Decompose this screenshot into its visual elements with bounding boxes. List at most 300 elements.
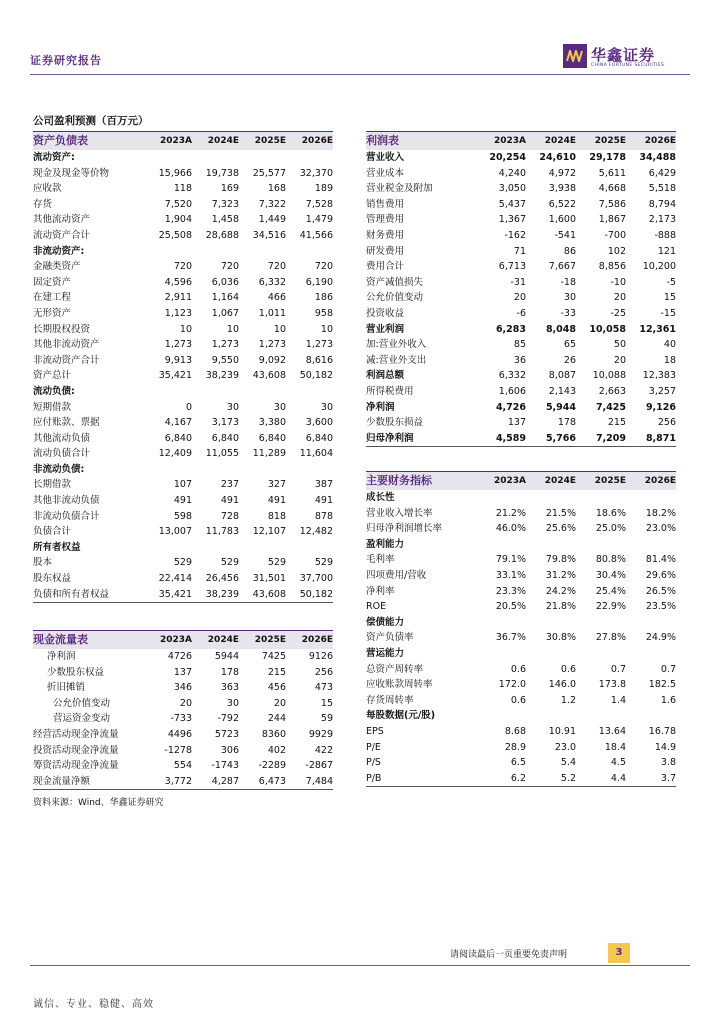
row-value: -18 (560, 276, 576, 288)
row-value: 7425 (261, 651, 286, 662)
row-value: 1,011 (258, 307, 286, 319)
row-value: 31,501 (252, 573, 286, 585)
row-value (239, 540, 286, 556)
row-value: 6,713 (498, 261, 526, 273)
table-row (366, 384, 676, 400)
row-value: 34,516 (252, 229, 286, 241)
table-row (366, 506, 676, 522)
table-row (33, 477, 333, 493)
row-value: 363 (220, 682, 239, 694)
row-value: 529 (173, 557, 192, 569)
table-row (33, 571, 333, 587)
row-value: 306 (220, 744, 239, 756)
year-header: 2025E (576, 472, 626, 491)
row-value: 169 (220, 183, 239, 195)
row-value: 728 (220, 510, 239, 522)
row-value: 4,589 (476, 431, 526, 447)
row-value (192, 384, 239, 400)
row-value: 12,409 (158, 448, 192, 460)
row-value (239, 244, 286, 260)
page-number: 3 (608, 943, 630, 963)
logo-subtext: CHINA FORTUNE SECURITIES (591, 63, 665, 68)
row-value: 1.6 (660, 694, 676, 706)
table-row (366, 322, 676, 338)
row-value: 1,367 (498, 214, 526, 226)
row-value: 7,425 (595, 401, 626, 413)
row-value: 5,766 (526, 431, 576, 447)
table-row (366, 568, 676, 584)
row-label: 非流动资产: (33, 245, 85, 257)
table-row (33, 181, 333, 197)
row-value: 5.4 (560, 757, 576, 769)
row-value: 3,938 (548, 183, 576, 195)
row-value (145, 244, 192, 260)
row-value: 20 (613, 292, 626, 304)
table-title: 资产负债表 (33, 132, 145, 151)
row-value: 25,508 (158, 229, 192, 241)
row-value (626, 490, 676, 506)
row-label: 减:营业外支出 (366, 354, 427, 366)
row-value (145, 150, 192, 166)
row-label: 经营活动现金净流量 (33, 728, 119, 740)
row-label: 公允价值变动 (53, 697, 111, 709)
row-value: 20,254 (489, 152, 526, 163)
row-label: 资产负债率 (366, 632, 414, 644)
section-title: 公司盈利预测（百万元） (33, 115, 149, 127)
row-value: 529 (267, 557, 286, 569)
row-label: 金融类资产 (33, 261, 81, 273)
row-value: 6,429 (648, 167, 676, 179)
row-value (239, 462, 286, 478)
row-value: 107 (173, 479, 192, 491)
row-label: 负债和所有者权益 (33, 587, 145, 603)
row-value (239, 384, 286, 400)
row-label: 营业利润 (366, 323, 405, 335)
row-label: 所有者权益 (33, 541, 81, 553)
row-value: 38,239 (192, 587, 239, 603)
row-label: 营业收入 (366, 152, 405, 163)
row-label: 每股数据(元/股) (366, 710, 436, 722)
row-value: 50,182 (286, 587, 333, 603)
row-value: 720 (220, 261, 239, 273)
table-row (33, 197, 333, 213)
row-value: 9,913 (164, 354, 192, 366)
row-label: 非流动负债合计 (33, 510, 100, 522)
row-value: 1,273 (258, 339, 286, 351)
year-header: 2023A (145, 132, 192, 151)
row-label: 负债合计 (33, 526, 72, 538)
row-value: 6,332 (498, 370, 526, 382)
row-value: -541 (554, 229, 576, 241)
row-label: P/E (366, 741, 381, 753)
table-row (33, 306, 333, 322)
row-value: 4.5 (610, 757, 626, 769)
row-label: 研发费用 (366, 245, 405, 257)
row-value: 36.7% (495, 632, 526, 644)
table-row (33, 680, 333, 696)
table-title: 利润表 (366, 132, 476, 151)
row-value: -1743 (211, 760, 239, 772)
table-row (366, 599, 676, 615)
row-value: 11,783 (205, 526, 239, 538)
row-value: 6.5 (510, 757, 526, 769)
row-value: 6,332 (258, 276, 286, 288)
disclaimer-link[interactable]: 请阅读最后一页重要免责声明 (450, 950, 568, 960)
row-value: 11,289 (252, 448, 286, 460)
row-value: 20 (513, 292, 526, 304)
row-value: -888 (654, 229, 676, 241)
row-value: 18.6% (595, 507, 626, 519)
row-label: 存货周转率 (366, 694, 414, 706)
row-value: 21.5% (545, 507, 576, 519)
row-value (192, 150, 239, 166)
row-value: 5944 (214, 651, 239, 662)
row-value: 3.8 (660, 757, 676, 769)
row-label: 总资产周转率 (366, 663, 424, 675)
row-value (286, 540, 333, 556)
row-value: 23.0% (645, 523, 676, 535)
row-label: 净利润 (366, 401, 395, 413)
row-value: 466 (267, 292, 286, 304)
table-row (33, 509, 333, 525)
table-row (33, 353, 333, 369)
table-row (366, 166, 676, 182)
row-label: 其他流动负债 (33, 432, 91, 444)
row-value: 38,239 (205, 370, 239, 382)
row-value: 6,840 (164, 432, 192, 444)
row-label: 营业税金及附加 (366, 183, 433, 195)
row-value: 1,123 (164, 307, 192, 319)
table-row (33, 166, 333, 182)
row-value: 8,087 (548, 370, 576, 382)
row-value: 402 (267, 744, 286, 756)
row-label: ROE (366, 601, 387, 613)
table-row (366, 197, 676, 213)
row-label: 少数股东权益 (47, 666, 105, 678)
row-value: 24.9% (645, 632, 676, 644)
row-value (576, 537, 626, 553)
row-value: 79.8% (545, 554, 576, 566)
table-row (366, 368, 676, 384)
row-value: 1,273 (305, 339, 333, 351)
row-value: 14.9 (654, 741, 676, 753)
table-row (366, 337, 676, 353)
table-row (366, 490, 676, 506)
row-value: 28,688 (205, 229, 239, 241)
table-row (33, 665, 333, 681)
row-value: 8,794 (648, 198, 676, 210)
company-logo (563, 44, 673, 74)
row-value: 237 (220, 479, 239, 491)
row-value: 30 (226, 697, 239, 709)
row-value: 80.8% (595, 554, 626, 566)
row-value: 189 (314, 183, 333, 195)
row-value: 23.0 (554, 741, 576, 753)
row-value: 1,273 (211, 339, 239, 351)
row-label: 净利率 (366, 585, 395, 597)
row-value: 29,178 (589, 152, 626, 163)
row-value: 7,484 (286, 774, 333, 790)
row-value: 491 (314, 495, 333, 507)
row-value: 346 (173, 682, 192, 694)
row-value (626, 708, 676, 724)
row-value (476, 537, 526, 553)
year-header: 2025E (239, 631, 286, 650)
table-row (33, 540, 333, 556)
row-value: 71 (513, 245, 526, 257)
row-value: 422 (314, 744, 333, 756)
row-value: 34,488 (639, 152, 676, 163)
row-value: 30.8% (545, 632, 576, 644)
table-row (33, 400, 333, 416)
table-row (366, 431, 676, 447)
row-value: 13.64 (598, 725, 626, 737)
table-row (33, 711, 333, 727)
row-value (286, 384, 333, 400)
footer-divider (30, 965, 690, 966)
row-value: 86 (563, 245, 576, 257)
row-value: 6,840 (211, 432, 239, 444)
row-value: 1.4 (610, 694, 626, 706)
row-value: 168 (267, 183, 286, 195)
table-header-row (33, 132, 333, 151)
row-value (626, 615, 676, 631)
row-value: 85 (513, 339, 526, 351)
row-label: 固定资产 (33, 276, 72, 288)
table-title: 主要财务指标 (366, 472, 476, 491)
row-value: 12,361 (639, 323, 676, 335)
table-row (33, 259, 333, 275)
table-row (366, 150, 676, 166)
year-header: 2023A (476, 132, 526, 151)
row-value: 9929 (308, 728, 333, 740)
row-value: 6,036 (211, 276, 239, 288)
row-value (286, 462, 333, 478)
table-row (33, 446, 333, 462)
row-value: 7,322 (258, 198, 286, 210)
row-value: 720 (267, 261, 286, 273)
row-value: 1,600 (548, 214, 576, 226)
table-row (33, 322, 333, 338)
row-label: 流动负债合计 (33, 448, 91, 460)
row-value (239, 150, 286, 166)
row-value: 146.0 (548, 679, 576, 691)
row-label: 资产减值损失 (366, 276, 424, 288)
row-value: 0.7 (660, 663, 676, 675)
year-header: 2023A (145, 631, 192, 650)
row-value (576, 490, 626, 506)
table-row (366, 306, 676, 322)
row-value: 529 (220, 557, 239, 569)
row-label: 管理费用 (366, 214, 405, 226)
table-row (33, 244, 333, 260)
row-value: 79.1% (495, 554, 526, 566)
row-value: 50,182 (299, 370, 333, 382)
row-value: 3,257 (648, 385, 676, 397)
row-value: 2,143 (548, 385, 576, 397)
table-row (33, 743, 333, 759)
source-note: 资料来源：Wind、华鑫证券研究 (33, 798, 164, 808)
table-row (366, 244, 676, 260)
row-value: 958 (314, 307, 333, 319)
row-value: 1,867 (598, 214, 626, 226)
row-value: 30 (273, 401, 286, 413)
row-value: -10 (610, 276, 626, 288)
row-label: 营运资金变动 (53, 713, 111, 725)
row-label: 其他非流动资产 (33, 339, 100, 351)
row-value: 6,840 (258, 432, 286, 444)
row-label: 财务费用 (366, 229, 405, 241)
row-value: 10,200 (642, 261, 676, 273)
row-value: 33.1% (495, 569, 526, 581)
row-value: 182.5 (648, 679, 676, 691)
row-value (286, 150, 333, 166)
row-value: 9126 (308, 651, 333, 662)
row-value: 3.7 (626, 771, 676, 787)
row-value: 172.0 (498, 679, 526, 691)
table-row (33, 587, 333, 603)
row-value: 215 (607, 417, 626, 429)
row-value: 7,586 (598, 198, 626, 210)
row-label: 应付账款、票据 (33, 417, 100, 429)
row-value: 818 (267, 510, 286, 522)
row-value: 41,566 (299, 229, 333, 241)
row-value: -15 (660, 307, 676, 319)
row-value: 491 (220, 495, 239, 507)
row-value: -5 (666, 276, 676, 288)
row-label: 投资活动现金净流量 (33, 744, 119, 756)
row-label: 销售费用 (366, 198, 405, 210)
row-label: 现金流量净额 (33, 774, 145, 790)
row-value: 178 (220, 666, 239, 678)
row-label: 营业成本 (366, 167, 405, 179)
row-value (526, 537, 576, 553)
row-label: 少数股东损益 (366, 417, 424, 429)
row-value: 1,164 (211, 292, 239, 304)
row-value: 5,944 (545, 401, 576, 413)
row-value: 2,663 (598, 385, 626, 397)
row-value: 24.2% (545, 585, 576, 597)
row-value: 6,840 (305, 432, 333, 444)
row-value: 11,604 (299, 448, 333, 460)
row-value: 3,772 (145, 774, 192, 790)
row-label: 毛利率 (366, 554, 395, 566)
balance-sheet-table (33, 131, 333, 603)
table-row (366, 181, 676, 197)
row-label: 加:营业外收入 (366, 339, 427, 351)
row-value: 24,610 (539, 152, 576, 163)
row-label: 资产总计 (33, 370, 72, 382)
row-value: 6,190 (305, 276, 333, 288)
row-value: -25 (610, 307, 626, 319)
row-label: 长期借款 (33, 479, 72, 491)
row-value (476, 708, 526, 724)
row-value: 7,323 (211, 198, 239, 210)
table-row (366, 630, 676, 646)
row-value: 178 (557, 417, 576, 429)
table-row (366, 724, 676, 740)
table-row (366, 521, 676, 537)
row-value: 6.2 (476, 771, 526, 787)
row-value: 20 (613, 354, 626, 366)
row-value (526, 708, 576, 724)
row-value: 0.6 (510, 663, 526, 675)
table-row (33, 493, 333, 509)
table-row (366, 584, 676, 600)
row-value: 10 (226, 323, 239, 335)
row-value: 1,904 (164, 214, 192, 226)
row-value: 6,473 (239, 774, 286, 790)
row-value: 8,856 (598, 261, 626, 273)
row-value: 40 (663, 339, 676, 351)
row-value: -733 (170, 713, 192, 725)
row-value: 46.0% (495, 523, 526, 535)
row-value: 13,007 (158, 526, 192, 538)
row-value (476, 490, 526, 506)
row-value: -162 (504, 229, 526, 241)
table-row (33, 275, 333, 291)
row-label: 公允价值变动 (366, 292, 424, 304)
row-value: -33 (560, 307, 576, 319)
row-value: 1,479 (305, 214, 333, 226)
row-label: 现金及现金等价物 (33, 167, 110, 179)
row-value: 3,173 (211, 417, 239, 429)
row-value: 59 (320, 713, 333, 725)
row-value (526, 490, 576, 506)
row-value (626, 646, 676, 662)
row-value: 878 (314, 510, 333, 522)
row-value: 1,458 (211, 214, 239, 226)
cash-flow-table (33, 630, 333, 790)
row-value: 5,518 (648, 183, 676, 195)
row-value: -700 (604, 229, 626, 241)
row-label: 流动资产合计 (33, 229, 91, 241)
row-value: 27.8% (595, 632, 626, 644)
table-row (33, 524, 333, 540)
year-header: 2026E (626, 132, 676, 151)
row-value: 32,370 (299, 167, 333, 179)
row-value: 0.6 (510, 694, 526, 706)
table-row (33, 758, 333, 774)
row-value: 20 (179, 697, 192, 709)
row-value: 11,055 (205, 448, 239, 460)
row-value: 9,550 (211, 354, 239, 366)
row-value: 4.4 (576, 771, 626, 787)
row-value: 26,456 (205, 573, 239, 585)
header-label: 证券研究报告 (30, 54, 102, 67)
row-value: 10,088 (592, 370, 626, 382)
row-value (192, 244, 239, 260)
row-label: 股本 (33, 557, 53, 569)
row-label: 归母净利润增长率 (366, 523, 443, 535)
row-label: EPS (366, 725, 384, 737)
row-label: 归母净利润 (366, 431, 476, 447)
row-value (476, 615, 526, 631)
row-label: 存货 (33, 198, 53, 210)
row-value: 28.9 (504, 741, 526, 753)
row-value: 21.2% (495, 507, 526, 519)
row-value: 327 (267, 479, 286, 491)
table-row (33, 212, 333, 228)
row-value: 6,522 (548, 198, 576, 210)
row-value: 7,667 (548, 261, 576, 273)
row-value (476, 646, 526, 662)
row-value: 30.4% (595, 569, 626, 581)
table-row (33, 290, 333, 306)
row-value: 456 (267, 682, 286, 694)
row-value: 720 (173, 261, 192, 273)
row-value: 529 (314, 557, 333, 569)
